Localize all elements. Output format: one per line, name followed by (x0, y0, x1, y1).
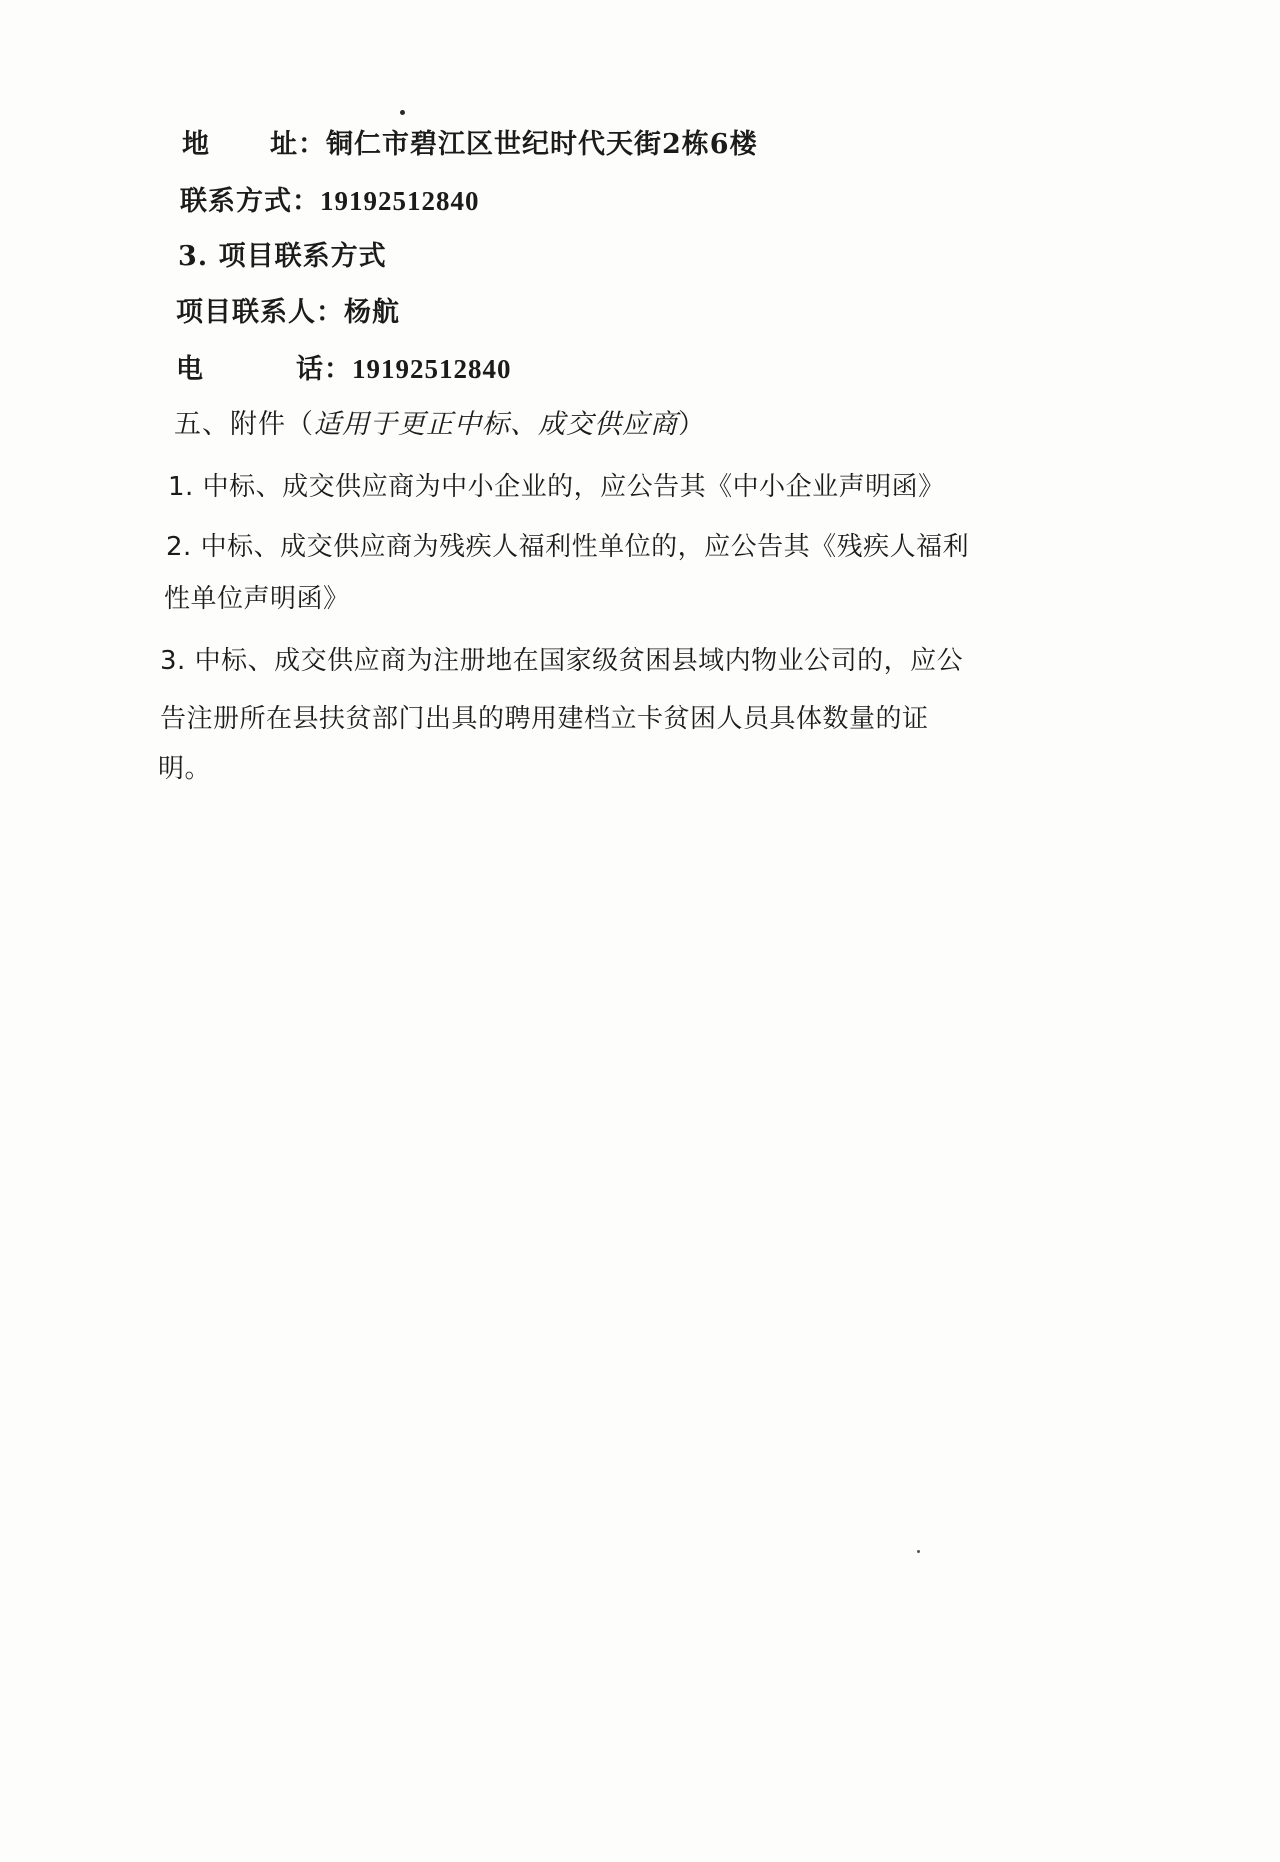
attachment-item-continued: 性单位声明函》 (164, 584, 350, 614)
project-contact-heading: 3. 项目联系方式 (178, 241, 387, 272)
scan-speck (400, 110, 405, 115)
attachment-item: 3. 中标、成交供应商为注册地在国家级贫困县域内物业公司的，应公 (160, 646, 964, 676)
contact-method-value: 19192512840 (320, 186, 480, 216)
attachment-item: 1. 中标、成交供应商为中小企业的，应公告其《中小企业声明函》 (168, 472, 945, 502)
project-person-value: 杨航 (344, 297, 400, 328)
project-person-line (176, 296, 400, 330)
contact-method-label: 联系方式： (180, 186, 320, 217)
attachment-item-continued: 告注册所在县扶贫部门出具的聘用建档立卡贫困人员具体数量的证 (160, 704, 929, 734)
address-label-first: 地 (182, 129, 210, 160)
phone-value: 19192512840 (352, 354, 512, 384)
phone-label-first: 电 (176, 354, 204, 385)
attachments-heading-italic: 适用于更正中标、成交供应商 (314, 409, 678, 440)
attachment-item: 2. 中标、成交供应商为残疾人福利性单位的，应公告其《残疾人福利 (166, 532, 970, 562)
phone-label-second: 话： (296, 354, 352, 385)
scan-speck (917, 1550, 920, 1553)
address-line (182, 128, 758, 162)
attachment-item-continued: 明。 (158, 754, 212, 784)
attachments-heading-prefix: 五、附件（ (174, 409, 314, 440)
project-person-label: 项目联系人： (176, 297, 344, 328)
address-value: 铜仁市碧江区世纪时代天街2栋6楼 (326, 129, 758, 160)
contact-method-line (180, 184, 480, 219)
project-phone-line (176, 352, 512, 387)
address-label-second: 址： (270, 129, 326, 160)
attachments-heading (174, 408, 706, 442)
attachments-heading-suffix: ） (678, 409, 706, 440)
